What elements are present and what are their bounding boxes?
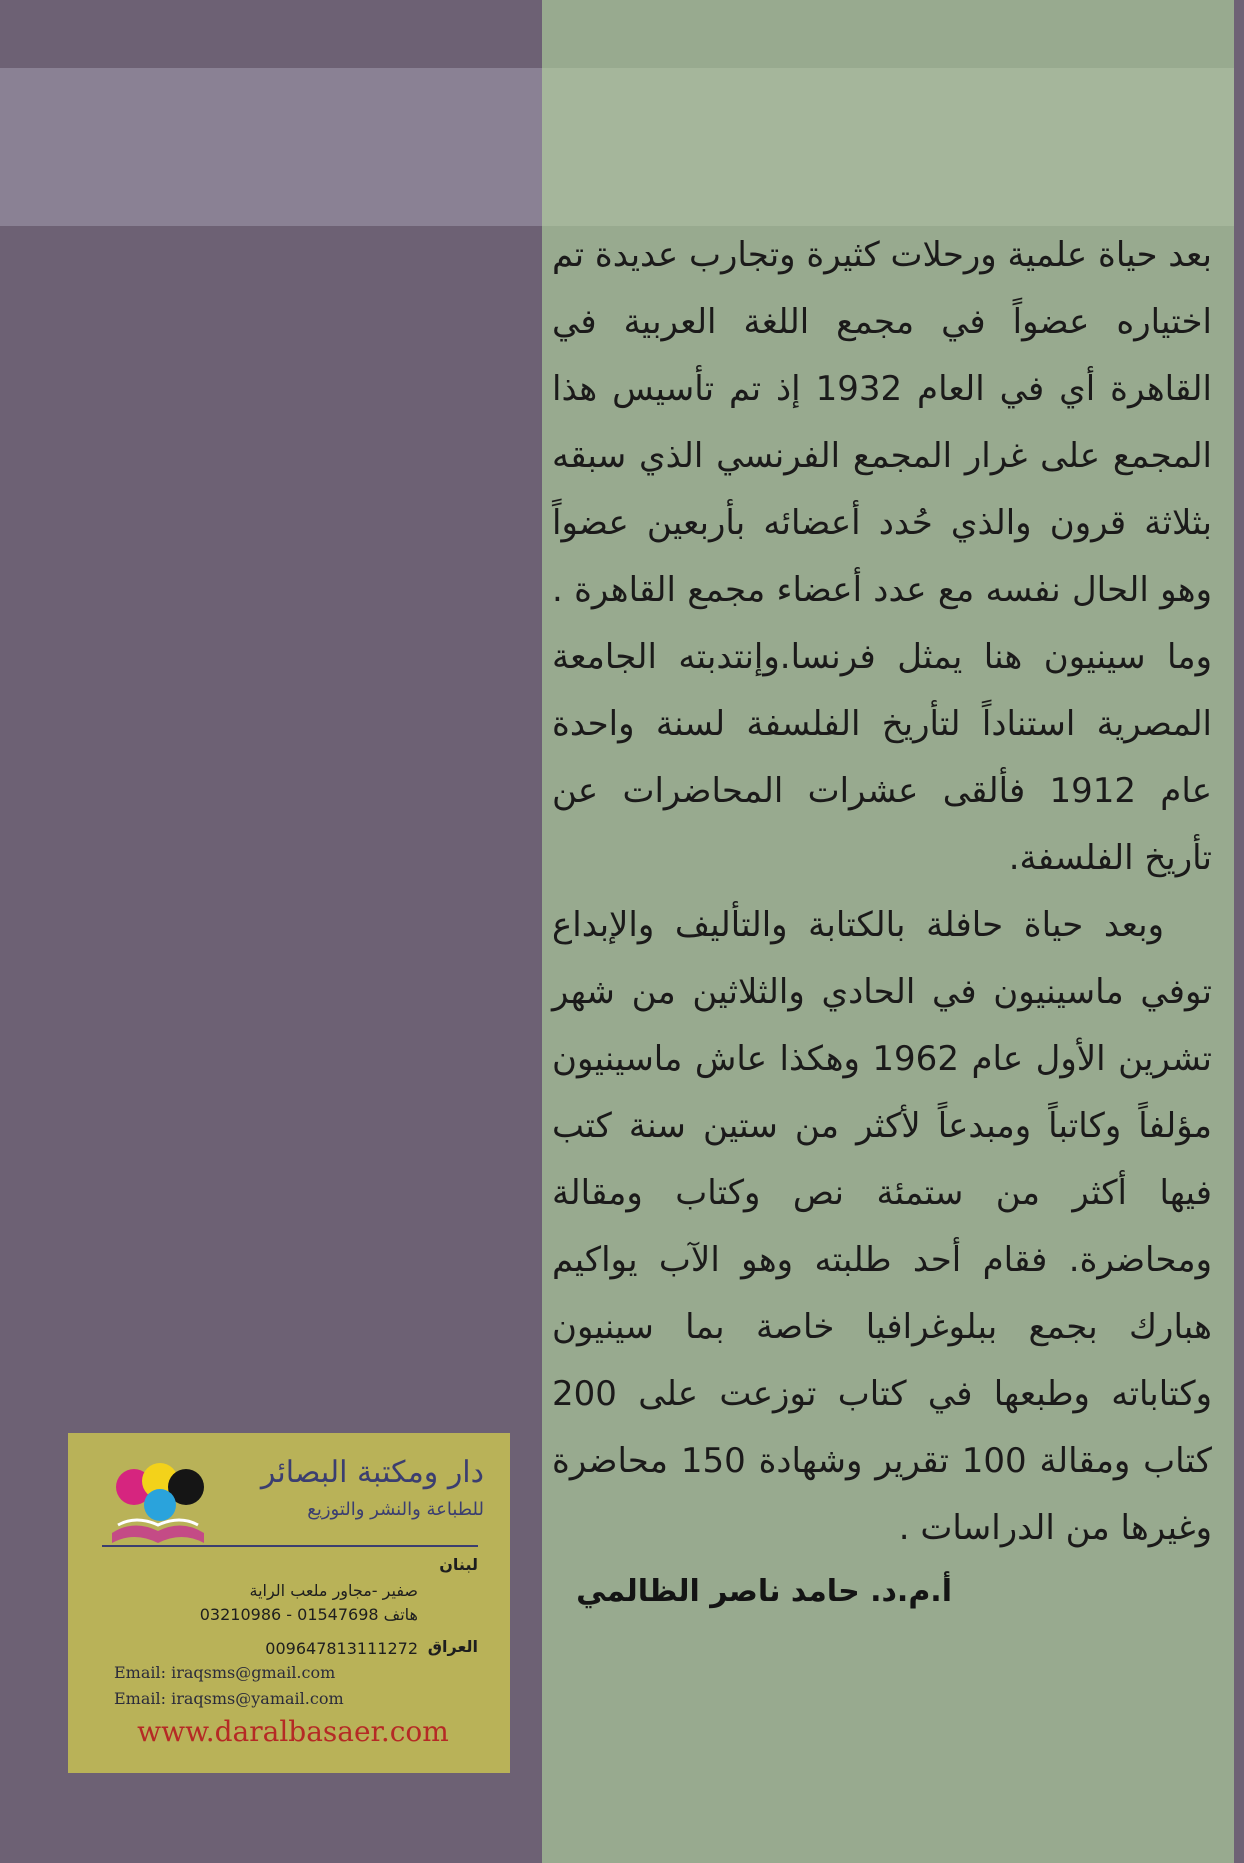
- publisher-divider: [102, 1545, 478, 1547]
- back-cover-text: [552, 222, 1212, 1562]
- paragraph-2: وبعد حياة حافلة بالكتابة والتأليف والإبداع توفي ماسينيون في الحادي والثلاثين من شهر تشرين الأول عام 1962 وهكذا عاش ماسينيون مؤلفاً وكاتباً ومبدعاً لأكثر من ستين سنة كتب فيها أكثر من ستمئة نص وكتاب ومقالة ومحاضرة. فقام أحد طلبته وهو الآب يواكيم هبارك بجمع ببلوغرافيا خاصة بما سينيون وكتاباته وطبعها في كتاب توزعت على 200 كتاب ومقالة 100 تقرير وشهادة 150 محاضرة وغيرها من الدراسات .: [552, 905, 1212, 1548]
- author-signature: أ.م.د. حامد ناصر الظالمي: [576, 1574, 952, 1609]
- lebanon-address: صفير -مجاور ملعب الراية: [249, 1581, 418, 1600]
- email-gmail: Email: iraqsms@gmail.com: [114, 1663, 336, 1682]
- publisher-tagline: للطباعة والنشر والتوزيع: [307, 1499, 484, 1520]
- iraq-phone: 009647813111272: [265, 1639, 418, 1658]
- publisher-website: www.daralbasaer.com: [137, 1715, 449, 1748]
- top-strip-left: [0, 68, 542, 226]
- lebanon-phone: هاتف 01547698 - 03210986: [199, 1605, 418, 1624]
- publisher-box: [68, 1433, 510, 1773]
- publisher-logo-icon: [104, 1463, 212, 1549]
- email-yamail: Email: iraqsms@yamail.com: [114, 1689, 344, 1708]
- paragraph-1: بعد حياة علمية ورحلات كثيرة وتجارب عديدة تم اختياره عضواً في مجمع اللغة العربية في القاهرة أي في العام 1932 إذ تم تأسيس هذا المجمع على غرار المجمع الفرنسي الذي سبقه بثلاثة قرون والذي حُدد أعضائه بأربعين عضواً وهو الحال نفسه مع عدد أعضاء مجمع القاهرة . وما سينيون هنا يمثل فرنسا.وإنتدبته الجامعة المصرية استناداً لتأريخ الفلسفة لسنة واحدة عام 1912 فألقى عشرات المحاضرات عن تأريخ الفلسفة.: [552, 235, 1212, 878]
- top-strip-right: [542, 68, 1234, 226]
- lebanon-label: لبنان: [439, 1555, 478, 1574]
- iraq-label: العراق: [427, 1637, 478, 1656]
- publisher-name: دار ومكتبة البصائر: [260, 1455, 484, 1490]
